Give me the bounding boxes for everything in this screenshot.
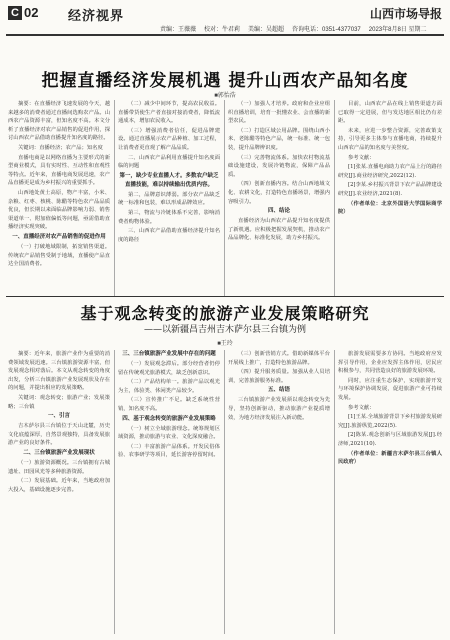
page-meta <box>160 24 434 33</box>
paragraph: 山西地处黄土高原，物产丰富，小米、杂粮、红枣、核桃、陈醋等特色农产品品质优良，但长期以来面临品牌影响力弱、销售渠道单一、附加值偏低等问题，亟需借助直播经济实现突破。 <box>8 189 110 231</box>
paragraph: 三、山西农产品借助直播经济提升知名度的路径 <box>118 228 220 243</box>
article2-column-1 <box>8 350 110 634</box>
references-label: 参考文献： <box>348 154 375 161</box>
article1-column-4 <box>338 100 442 296</box>
reference: [1]张某.直播电商助力农产品上行的路径研究[J].商业经济研究,2022(12). <box>338 164 442 179</box>
paragraph: （四）创新直播内容。结合山西地域文化、农耕文化，打造特色直播场景，增强内容吸引力。 <box>228 181 330 205</box>
paragraph: （一）加强人才培养。政府和企业应组织直播培训，培育一批懂农业、会直播的新型农民。 <box>228 101 330 125</box>
paragraph: 直播电商是以网络直播为主要形式的新型商业模式，具有实时性、互动性和直观性等特点。近年来，直播电商发展迅速，农产品直播更是成为乡村振兴的重要抓手。 <box>8 154 110 187</box>
paragraph: （二）发展基础。近年来，当地政府加大投入，基础设施逐步完善。 <box>8 478 110 493</box>
paragraph: （一）打破地域限制，拓宽销售渠道。传统农产品销售受制于地域，直播使产品直达全国消费者。 <box>8 243 110 268</box>
masthead <box>0 0 450 36</box>
subheading: 五、结语 <box>267 387 290 394</box>
paragraph: 三台镇旅游产业发展须以观念转变为先导，坚持创新驱动，推动旅游产业提质增效，为地方经济发展注入新动能。 <box>228 397 330 421</box>
date: 2023年8月8日 星期二 <box>368 27 427 33</box>
column-divider <box>114 100 115 296</box>
header-rule <box>6 34 444 36</box>
subheading: 四、结论 <box>267 208 290 215</box>
column-divider <box>334 350 335 634</box>
article2-column-4 <box>338 350 442 634</box>
article2-author: ■王玲 <box>217 341 233 347</box>
phone: 咨询电话：0351-4377037 <box>292 27 361 33</box>
paragraph: （二）打造区域公用品牌。围绕山西小米、老陈醋等特色产品，统一标准、统一包装，提升品牌辨识度。 <box>228 127 330 151</box>
paragraph: 目前，山西农产品在线上销售渠道方面已取得一定进展，但与发达地区相比仍有差距。 <box>338 101 442 125</box>
paragraph: 摘要：在直播经济飞速发展的今天，越来越多的消费者通过直播间选购农产品。山西农产品资源丰富，但知名度不高。本文分析了直播经济对农产品销售的促进作用，探讨山西农产品借助直播提升知名度的路径。 <box>8 101 110 142</box>
paragraph: （三）完善物流体系。加快农村物流基础设施建设，发展冷链物流，保障产品品质。 <box>228 154 330 178</box>
paragraph: （一）发展观念滞后。部分经营者仍停留在传统观光旅游模式，缺乏创新意识。 <box>118 361 220 376</box>
article2-subtitle: ——以新疆昌吉州吉木萨尔县三台镇为例 <box>143 325 306 335</box>
column-divider <box>334 100 335 296</box>
paragraph: （三）宣传推广不足。缺乏系统性营销，知名度不高。 <box>118 397 220 412</box>
paragraph: （二）减少中间环节，提高农民收益。直播带货使生产者直接对接消费者，降低流通成本，增加农民收入。 <box>118 101 220 125</box>
references-label: 参考文献： <box>348 404 375 411</box>
paragraph: 同时，应注重生态保护，实现旅游开发与环境保护协调发展，促进旅游产业可持续发展。 <box>338 377 442 401</box>
subheading: 一、直播经济对农产品销售的促进作用 <box>12 233 106 240</box>
article1-column-1 <box>8 100 110 296</box>
article-separator <box>6 296 444 297</box>
paragraph: （二）产品结构单一。旅游产品以观光为主，体验类、休闲类产品较少。 <box>118 379 220 394</box>
paragraph: （一）旅游资源概况。三台镇拥有古城遗址、田园风光等多种旅游资源。 <box>8 459 110 475</box>
article1-column-2 <box>118 100 220 296</box>
reference: [1]王某.全域旅游背景下乡村旅游发展研究[J].旅游纵览,2022(5). <box>338 414 442 429</box>
reference: [2]陈某.观念创新与区域旅游发展[J].经济师,2021(10). <box>338 432 442 447</box>
designer: 美编：吴超超 <box>248 27 285 33</box>
author-affiliation: （作者单位：北京外国语大学国际商学院） <box>338 200 442 216</box>
paragraph: 摘要：近年来，旅游产业作为重要的消费领域发展迅速。三台镇旅游资源丰富，但发展观念相对落后。本文从观念转变的角度出发，分析三台镇旅游产业发展现状及存在的问题，并提出相应的发展策略。 <box>8 351 110 392</box>
proofreader: 校对：牛君莉 <box>204 27 241 33</box>
editor: 责编：王薇薇 <box>160 27 197 33</box>
paragraph: 关键词：观念转变；旅游产业；发展策略；三台镇 <box>8 394 110 410</box>
column-divider <box>114 350 115 634</box>
article1-author: ■郭怡浩 <box>214 93 236 99</box>
article2-column-3 <box>228 350 330 634</box>
paragraph: 未来，应进一步整合资源，完善政策支持，引导更多主体参与直播电商，持续提升山西农产品的知名度与美誉度。 <box>338 127 442 151</box>
column-divider <box>224 350 225 634</box>
article2-column-2 <box>118 350 220 634</box>
subheading: 四、基于观念转变的旅游产业发展策略 <box>122 415 216 422</box>
paragraph: 二、山西农产品利用直播提升知名度面临的问题 <box>118 154 220 170</box>
section-letter-box: C <box>8 6 22 20</box>
subheading: 二、三台镇旅游产业发展现状 <box>23 449 95 456</box>
paragraph: （三）增强消费者信任，促进品牌建设。通过直播展示农产品种植、加工过程，让消费者更直观了解产品品质。 <box>118 127 220 151</box>
reference: [2]李某.乡村振兴背景下农产品品牌建设研究[J].农业经济,2021(8). <box>338 182 442 197</box>
subheading: 第一，缺少专业直播人才。多数农户缺乏直播技能，难以持续输出优质内容。 <box>119 172 219 188</box>
paragraph: 直播经济为山西农产品提升知名度提供了新机遇。应积极把握发展契机，推动农产品品牌化、标准化发展，助力乡村振兴。 <box>228 218 330 242</box>
article1-column-3 <box>228 100 330 296</box>
article1-title: 把握直播经济发展机遇 提升山西农产品知名度 <box>41 71 409 91</box>
article2-title: 基于观念转变的旅游产业发展策略研究 <box>80 304 370 323</box>
paragraph: （四）提升服务质量。加强从业人员培训，完善旅游服务标准。 <box>228 369 330 384</box>
subheading: 三、三台镇旅游产业发展中存在的问题 <box>122 351 216 357</box>
column-divider <box>224 100 225 296</box>
subheading: 一、引言 <box>47 413 70 420</box>
page-number: 02 <box>24 5 39 20</box>
paragraph: 第三，物流与冷链体系不完善，影响消费者购物体验。 <box>118 209 220 225</box>
paragraph: （一）树立全域旅游理念。统筹规划区域资源，推动旅游与农业、文化深度融合。 <box>118 425 220 441</box>
author-affiliation: （作者单位：新疆吉木萨尔县三台镇人民政府） <box>338 450 442 466</box>
newspaper-name: 山西市场导报 <box>369 7 442 21</box>
paragraph: 旅游发展需要多方协同。当地政府应发挥引导作用，企业应发挥主体作用，居民应积极参与，共同营造良好的旅游发展环境。 <box>338 351 442 375</box>
paragraph: 吉木萨尔县三台镇位于天山北麓，历史文化底蕴深厚，自然景观独特，具备发展旅游产业的良好条件。 <box>8 423 110 447</box>
paragraph: 第二，品牌意识薄弱。部分农产品缺乏统一标准和包装，难以形成品牌效应。 <box>118 191 220 207</box>
paragraph: 关键词：直播经济；农产品；知名度 <box>18 144 103 151</box>
paragraph: （二）丰富旅游产品体系。开发民俗体验、农事研学等项目，延长游客停留时间。 <box>118 443 220 459</box>
paragraph: （三）创新营销方式。借助新媒体平台开展线上推广，打造特色旅游品牌。 <box>228 351 330 366</box>
section-title: 经济视界 <box>68 9 125 24</box>
